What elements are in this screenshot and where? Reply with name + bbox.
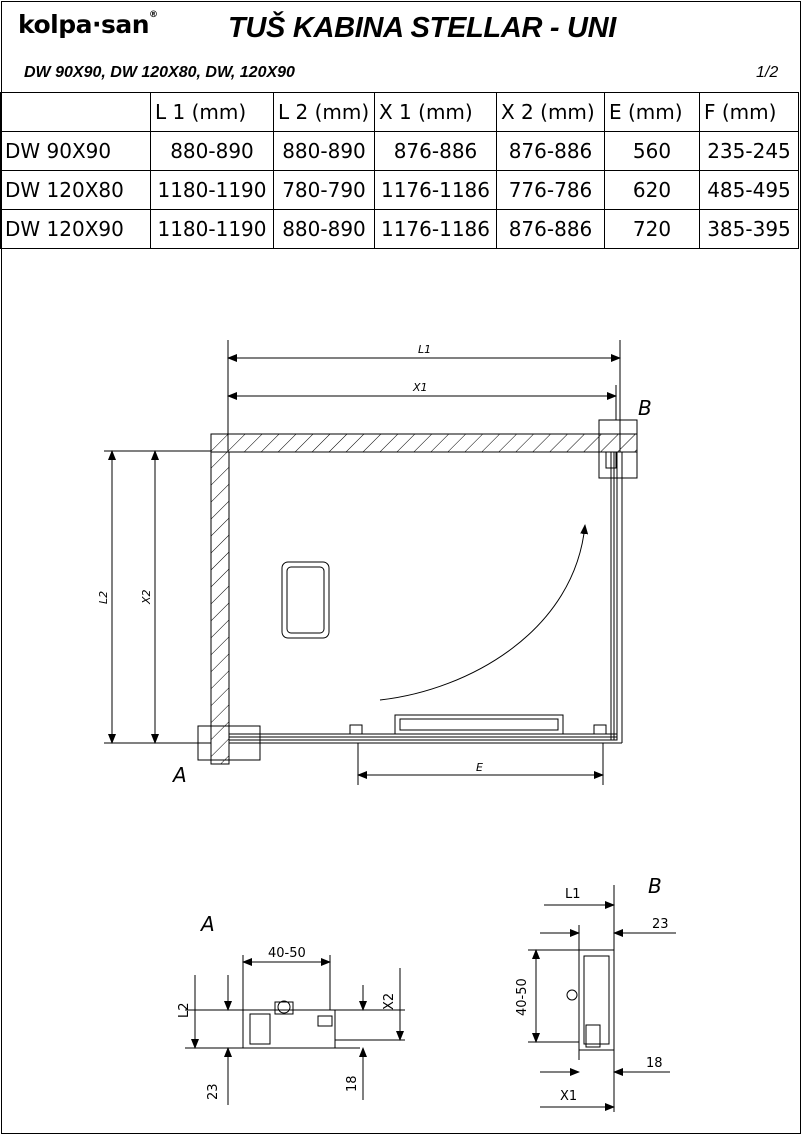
table-row xyxy=(1,171,799,210)
label-detail-a: A xyxy=(173,763,187,787)
detail-b-18: 18 xyxy=(646,1056,663,1071)
table-cell: 1180-1190 xyxy=(151,210,274,249)
table-cell: 1176-1186 xyxy=(375,210,497,249)
table-cell: 620 xyxy=(605,171,700,210)
label-l1: L1 xyxy=(418,343,432,356)
table-cell: DW 120X80 xyxy=(1,171,151,210)
table-row xyxy=(1,210,799,249)
brand-logo xyxy=(18,10,158,39)
detail-a-18: 18 xyxy=(345,1075,360,1092)
label-x1: X1 xyxy=(413,381,428,394)
brand-mark: ® xyxy=(149,10,158,20)
column-header: X 2 (mm) xyxy=(497,93,605,132)
dimension-table xyxy=(0,92,799,249)
column-header: E (mm) xyxy=(605,93,700,132)
table-cell: 876-886 xyxy=(497,210,605,249)
detail-b-l1: L1 xyxy=(565,887,581,902)
table-cell: 1180-1190 xyxy=(151,171,274,210)
detail-b-height: 40-50 xyxy=(515,978,530,1016)
page-number: 1/2 xyxy=(756,64,779,81)
model-list: DW 90X90, DW 120X80, DW, 120X90 xyxy=(24,64,295,81)
detail-a-title: A xyxy=(201,912,215,936)
table-cell: 720 xyxy=(605,210,700,249)
brand-name: kolpa·san xyxy=(18,10,150,39)
label-l2: L2 xyxy=(97,590,110,604)
table-cell: 780-790 xyxy=(274,171,375,210)
table-cell: DW 90X90 xyxy=(1,132,151,171)
table-cell: 880-890 xyxy=(274,132,375,171)
label-e: E xyxy=(476,761,483,774)
page-title: TUŠ KABINA STELLAR - UNI xyxy=(228,12,617,44)
table-cell: 485-495 xyxy=(700,171,799,210)
table-cell: DW 120X90 xyxy=(1,210,151,249)
detail-a-width: 40-50 xyxy=(268,946,306,961)
column-header xyxy=(1,93,151,132)
detail-b-23: 23 xyxy=(652,917,669,932)
table-cell: 1176-1186 xyxy=(375,171,497,210)
column-header: X 1 (mm) xyxy=(375,93,497,132)
table-cell: 876-886 xyxy=(497,132,605,171)
table-cell: 560 xyxy=(605,132,700,171)
column-header: L 1 (mm) xyxy=(151,93,274,132)
column-header: L 2 (mm) xyxy=(274,93,375,132)
detail-a-x2: X2 xyxy=(382,992,397,1010)
label-x2: X2 xyxy=(140,589,153,604)
table-cell: 235-245 xyxy=(700,132,799,171)
table-cell: 385-395 xyxy=(700,210,799,249)
table-cell: 776-786 xyxy=(497,171,605,210)
table-row xyxy=(1,132,799,171)
detail-a-l2: L2 xyxy=(177,1002,192,1018)
detail-a-23: 23 xyxy=(206,1083,221,1100)
detail-b-x1: X1 xyxy=(560,1089,578,1104)
table-cell: 876-886 xyxy=(375,132,497,171)
table-header-row xyxy=(1,93,799,132)
table-cell: 880-890 xyxy=(151,132,274,171)
label-detail-b: B xyxy=(638,396,652,420)
table-cell: 880-890 xyxy=(274,210,375,249)
detail-b-title: B xyxy=(648,874,662,898)
column-header: F (mm) xyxy=(700,93,799,132)
